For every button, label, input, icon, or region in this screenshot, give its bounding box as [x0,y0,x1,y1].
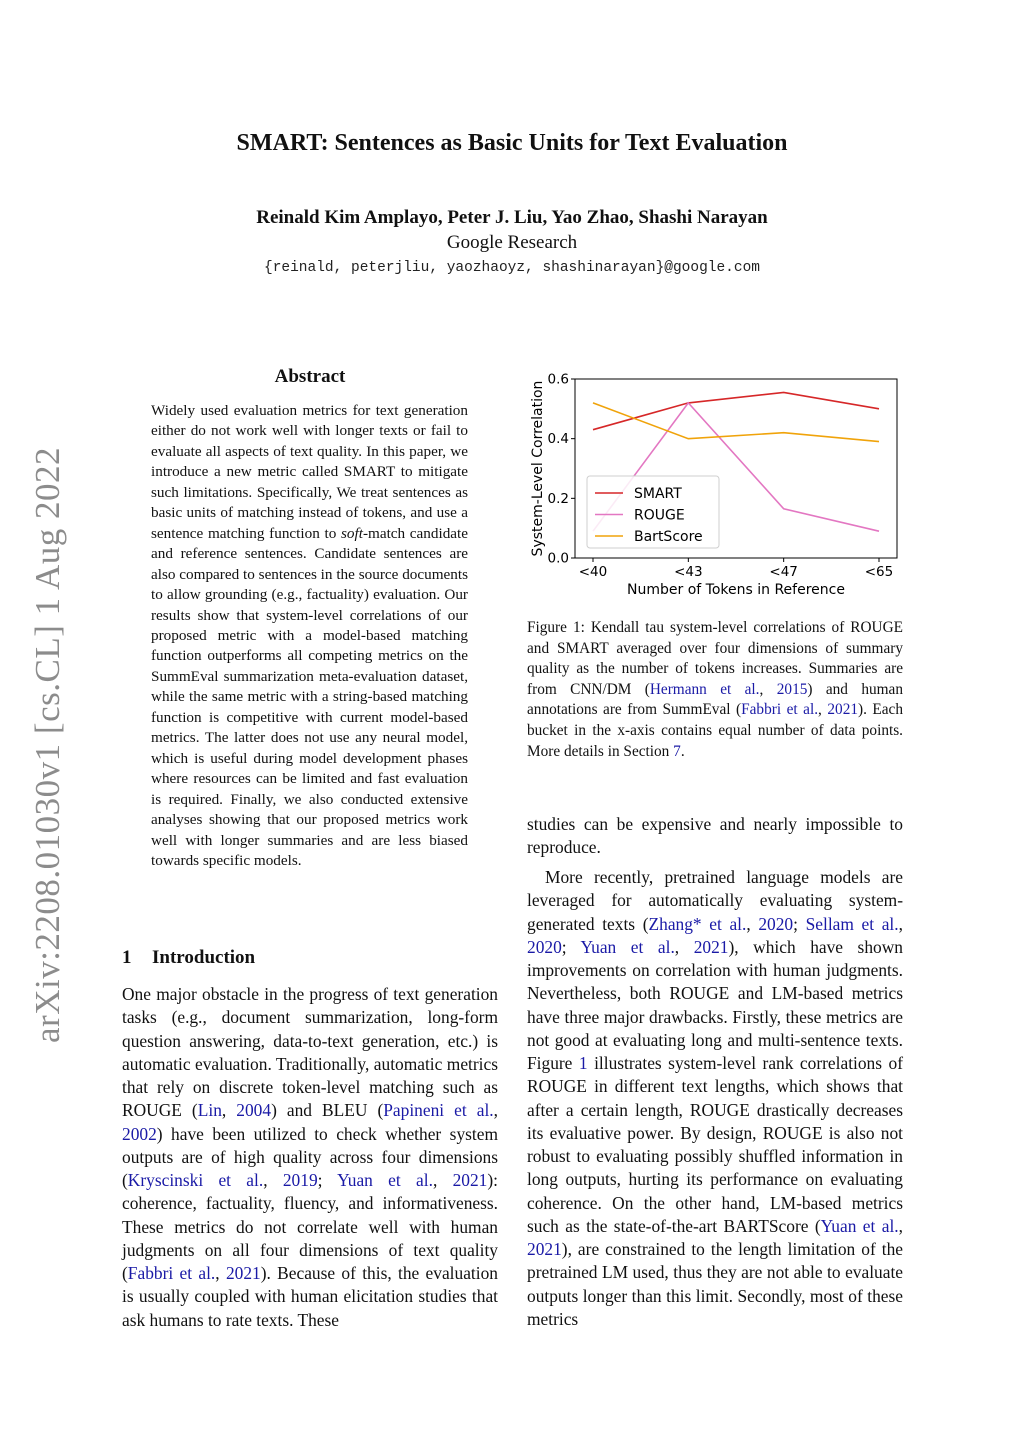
section-title: Introduction [152,947,256,968]
x-axis-label: Number of Tokens in Reference [627,582,845,598]
citation-year-link[interactable]: 2004 [236,1100,272,1121]
abstract-text-b: -match candidate and reference sentences. Candidate sentences are also compared to sentences in the source documents to allow grounding (e.g., factuality) evaluation. Our results show that system-level correlations of our proposed metric with a model-based matching function outperforms all competing metrics on the SummEval summarization meta-evaluation dataset, while the same metric with a string-based matching function is competitive with current model-based metrics. The latter does not use any neural model, which is useful during model development phases where resources can be limited and fast evaluation is required. Finally, we also conducted extensive analyses showing that our proposed metrics work well with longer summaries and are less biased towards specific models. [151,524,468,869]
citation-separator: , [818,701,828,719]
figure-1-line-chart [527,368,907,603]
citation-link[interactable]: Fabbri et al. [741,701,819,719]
body-text: One major obstacle in the progress of text generation tasks (e.g., document summarization, long-form question answering, data-to-text generation, etc.) is automatic evaluation. Traditionally, automatic metrics that rely on discrete token-level matching such as ROUGE ( [122,984,498,1121]
intro-paragraph-2 [527,866,903,1331]
abstract-heading: Abstract [274,366,346,387]
citation-year-link[interactable]: 2015 [776,680,808,698]
citation-year-link[interactable]: 2021 [452,1170,488,1190]
citation-year-link[interactable]: 2020 [527,936,562,957]
caption-text: ). Each bucket in the x-axis contains equal number of data points. More details in Section [527,701,903,760]
y-tick-label: 0.6 [547,371,569,388]
x-tick-label: <47 [769,564,798,580]
y-axis-label: System-Level Correlation [530,380,546,557]
citation-link[interactable]: Zhang* et al. [648,913,747,934]
section-ref-link[interactable]: 7 [673,742,681,760]
x-tick-label: <65 [864,564,894,580]
body-text: ). Because of this, the evaluation is usually coupled with human elicitation studies that ask humans to rate texts. These [122,1263,498,1330]
citation-year-link[interactable]: 2021 [693,936,729,957]
citation-link[interactable]: Sellam et al. [805,913,899,934]
citation-separator: , [746,913,759,934]
citation-link[interactable] [198,1100,222,1120]
citation-year-link[interactable]: 2020 [758,913,794,934]
citation-separator: , [898,1215,904,1236]
chart-root [530,372,897,599]
citation-separator: ; [793,913,806,934]
citation-separator: ; [317,1170,338,1190]
body-text: ), are constrained to the length limitation of the pretrained LM used, thus they are not able to evaluate outputs longer than this limit. Secondly, most of these metrics [527,1239,903,1329]
legend-label: BartScore [634,529,703,545]
x-tick-label: <40 [578,564,608,580]
legend-label: SMART [634,486,682,502]
legend-label: ROUGE [634,507,685,524]
body-text: ), which have shown improvements on correlation with human judgments. Nevertheless, both ROUGE and LM-based metrics have three major drawbacks. Firstly, these metrics are not good at evaluating long and multi-sentence texts. Figure [527,936,903,1073]
y-tick-label: 0.0 [547,550,569,567]
caption-text: Figure 1: Kendall tau system-level correlations of ROUGE and SMART averaged over four dimensions of summary quality as the number of tokens increases. Summaries are from CNN/DM ( [527,619,903,698]
intro-paragraph-1 [122,983,498,1332]
citation-year-link[interactable]: 2021 [527,1239,562,1259]
citation-separator: , [898,913,903,934]
intro-paragraph-1-continued: studies can be expensive and nearly impossible to reproduce. [527,814,903,858]
figure-1-caption [527,618,903,762]
y-tick-label: 0.2 [547,490,569,507]
citation-year-link[interactable]: 2021 [827,701,858,719]
citation-separator: , [263,1170,283,1190]
citation-link[interactable]: Hermann et al. [649,680,760,698]
citation-separator: , [674,936,694,957]
citation-link[interactable]: Yuan et al. [820,1215,899,1236]
body-text: ): coherence, factuality, fluency, and informativeness. These metrics do not correlate well with human judgments on all four dimensions of text quality ( [122,1170,498,1283]
body-text: illustrates system-level rank correlations of ROUGE in different text lengths, which shows that after a certain length, ROUGE drastically decreases its evaluative power. By design, ROUGE is also not robust to evaluating possibly shuffled information in long outputs, hurting its performance on evaluating coherence. On the other hand, LM-based metrics such as the state-of-the-art BARTScore ( [527,1053,903,1236]
figure-ref-link[interactable]: 1 [578,1053,588,1073]
citation-link[interactable]: Papineni et al. [383,1100,494,1121]
citation-separator: , [759,680,777,698]
body-text: ) and BLEU ( [271,1100,384,1121]
section-heading-introduction [122,947,255,969]
abstract-emphasis: soft [341,524,363,542]
series-line-bartscore [593,403,879,442]
citation-separator: ; [561,936,581,957]
affiliation: Google Research [446,232,578,253]
citation-link[interactable]: Yuan et al. [337,1170,433,1190]
citation-link[interactable]: Fabbri et al. [127,1263,216,1283]
arxiv-identifier-text: arXiv:2208.01030v1 [cs.CL] 1 Aug 2022 [28,447,67,1043]
citation-year-link[interactable]: 2002 [122,1123,157,1144]
citation-link[interactable]: Kryscinski et al. [127,1170,264,1190]
section-number: 1 [122,947,132,968]
caption-text: . [680,742,685,760]
citation-author: Lin [197,1100,222,1121]
body-text: ) have been utilized to check whether system outputs are of high quality across four dimensions ( [122,1123,498,1190]
citation-year-link[interactable]: 2019 [282,1170,318,1190]
body-text: More recently, pretrained language models are leveraged for automatically evaluating system-generated texts ( [527,867,903,934]
author-list: Reinald Kim Amplayo, Peter J. Liu, Yao Zhao, Shashi Narayan [256,207,768,228]
citation-separator: , [221,1100,237,1121]
citation-year-link[interactable]: 2021 [225,1263,261,1283]
y-tick-label: 0.4 [547,431,569,448]
author-emails: {reinald, peterjliu, yaozhaoyz, shashinarayan}@google.com [264,260,760,276]
citation-separator: , [493,1100,498,1121]
citation-separator: , [432,1170,453,1190]
series-line-smart [593,392,879,429]
citation-separator: , [215,1263,226,1283]
paper-title: SMART: Sentences as Basic Units for Text Evaluation [236,130,788,156]
caption-text: ) and human annotations are from SummEval ( [527,680,903,719]
abstract-body [151,401,468,871]
x-tick-label: <43 [674,564,703,580]
citation-link[interactable]: Yuan et al. [580,936,675,957]
abstract-text-a: Widely used evaluation metrics for text generation either do not work well with longer texts or fail to evaluate all aspects of text quality. In this paper, we introduce a new metric called SMART to mitigate such limitations. Specifically, We treat sentences as basic units of matching instead of tokens, and use a sentence matching function to [151,402,468,542]
